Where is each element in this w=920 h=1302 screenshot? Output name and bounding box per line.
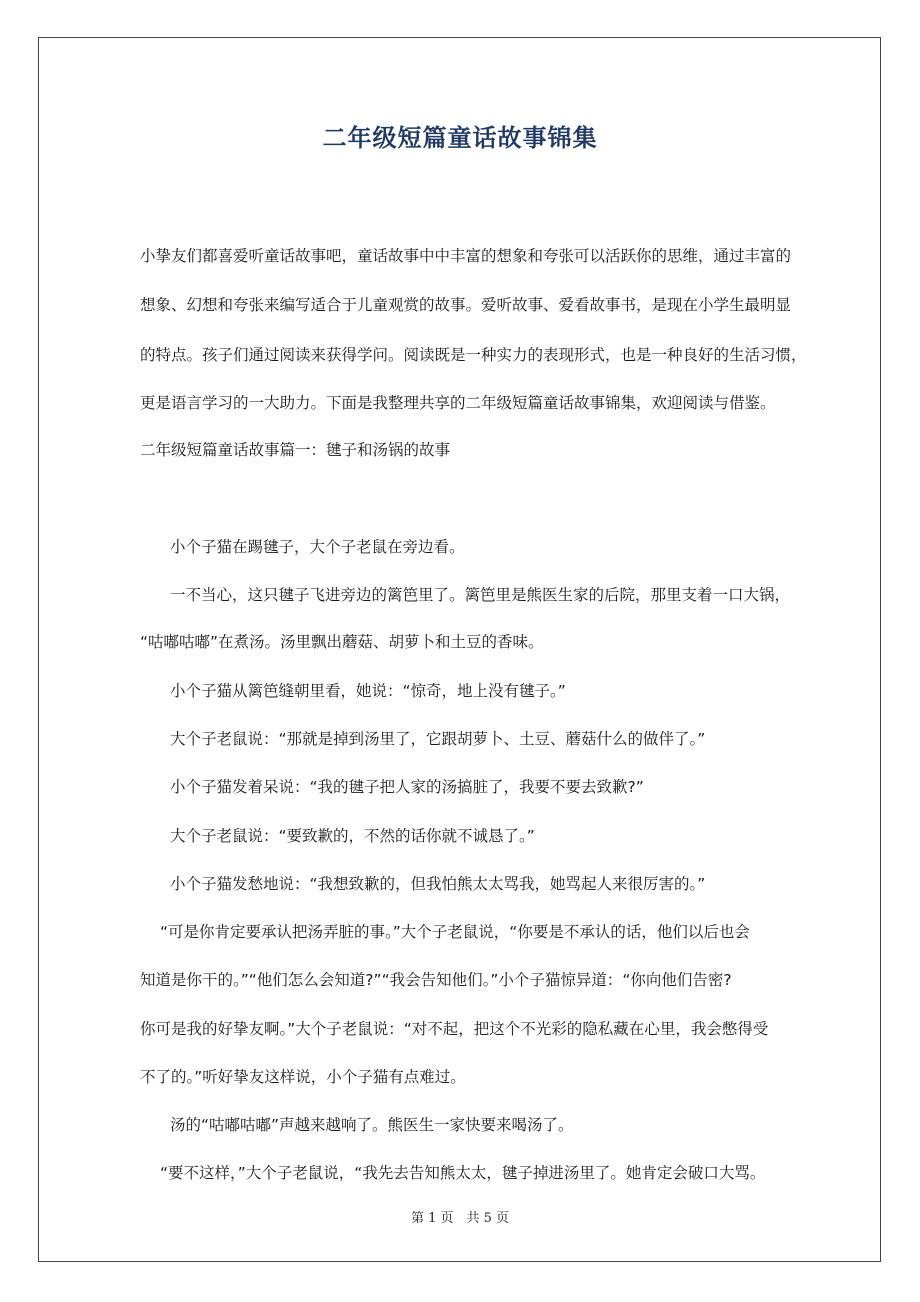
paragraph-line: 更是语言学习的一大助力。下面是我整理共享的二年级短篇童话故事锦集，欢迎阅读与借鉴。 bbox=[140, 394, 776, 412]
paragraph-line: 大个子老鼠说：“那就是掉到汤里了，它跟胡萝卜、土豆、蘑菇什么的做伴了。” bbox=[170, 730, 706, 748]
paragraph-line: 不了的。”听好挚友这样说，小个子猫有点难过。 bbox=[140, 1068, 466, 1086]
page-number-footer: 第 1 页 共 5 页 bbox=[410, 1211, 510, 1226]
paragraph-line: 小个子猫在踢毽子，大个子老鼠在旁边看。 bbox=[170, 538, 465, 556]
paragraph-line: 小挚友们都喜爱听童话故事吧，童话故事中中丰富的想象和夸张可以活跃你的思维，通过丰富的 bbox=[140, 247, 792, 265]
paragraph-line: “要不这样，”大个子老鼠说，“我先去告知熊太太，毽子掉进汤里了。她肯定会破口大骂。 bbox=[160, 1164, 766, 1182]
document-title: 二年级短篇童话故事锦集 bbox=[322, 124, 598, 152]
paragraph-line: 小个子猫从篱笆缝朝里看，她说：“惊奇，地上没有毽子。” bbox=[170, 682, 566, 700]
paragraph-line: “咕嘟咕嘟”在煮汤。汤里飘出蘑菇、胡萝卜和土豆的香味。 bbox=[140, 633, 544, 651]
paragraph-line: 大个子老鼠说：“要致歉的，不然的话你就不诚恳了。” bbox=[170, 827, 535, 845]
paragraph-line: 的特点。孩子们通过阅读来获得学问。阅读既是一种实力的表现形式，也是一种良好的生活习惯， bbox=[140, 346, 807, 364]
paragraph-line: 一不当心，这只毽子飞进旁边的篱笆里了。篱笆里是熊医生家的后院，那里支着一口大锅， bbox=[170, 586, 791, 604]
paragraph-line: 知道是你干的。”“他们怎么会知道?”“我会告知他们。”小个子猫惊异道：“你向他们告密? bbox=[140, 971, 732, 989]
paragraph-line: 小个子猫发愁地说：“我想致歉的，但我怕熊太太骂我，她骂起人来很厉害的。” bbox=[170, 875, 706, 893]
section-heading: 二年级短篇童话故事篇一：毽子和汤锅的故事 bbox=[140, 441, 451, 459]
paragraph-line: 想象、幻想和夸张来编写适合于儿童观赏的故事。爱听故事、爱看故事书，是现在小学生最明显 bbox=[140, 296, 792, 314]
paragraph-line: “可是你肯定要承认把汤弄脏的事。”大个子老鼠说，“你要是不承认的话，他们以后也会 bbox=[160, 923, 750, 941]
paragraph-line: 汤的“咕嘟咕嘟”声越来越响了。熊医生一家快要来喝汤了。 bbox=[170, 1116, 574, 1134]
paragraph-line: 小个子猫发着呆说：“我的毽子把人家的汤搞脏了，我要不要去致歉?” bbox=[170, 778, 644, 796]
paragraph-line: 你可是我的好挚友啊。”大个子老鼠说：“对不起，把这个不光彩的隐私藏在心里，我会憋得受 bbox=[140, 1020, 769, 1038]
